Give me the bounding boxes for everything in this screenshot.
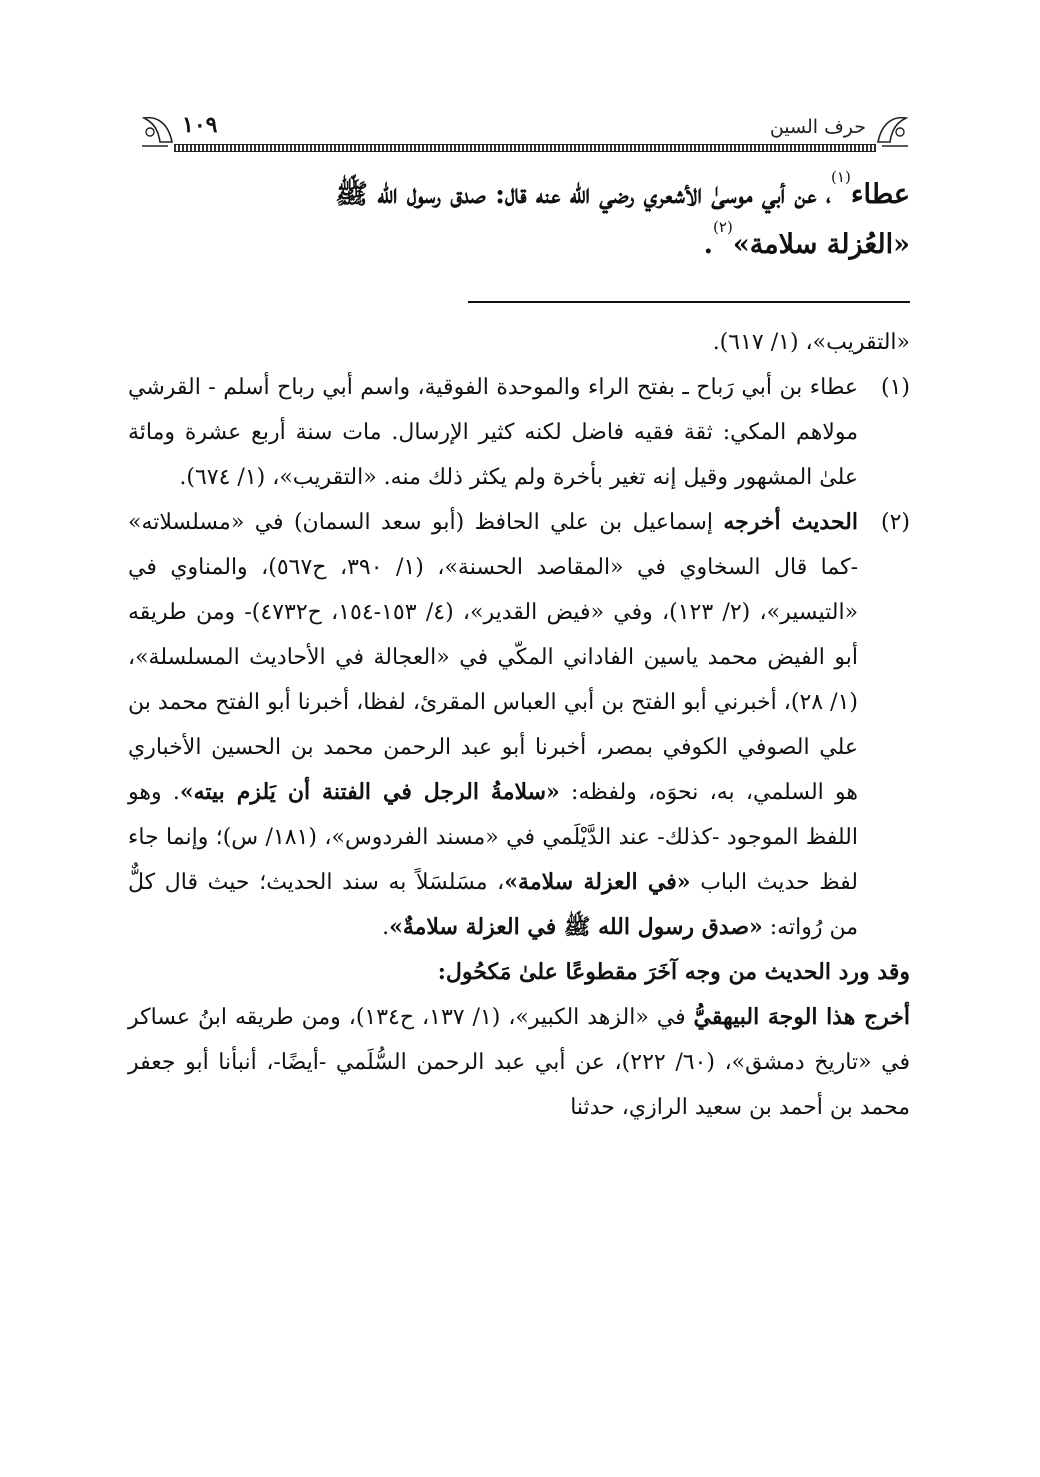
ornament-left-icon — [138, 112, 178, 148]
footnote-text: إسماعيل بن علي الحافظ (أبو سعد السمان) في «مسلسلاته» -كما قال السخاوي في «المقاصد الحسنة»، (١/ ٣٩٠، ح٥٦٧)، والمناوي في «التيسير»، (٢/ ١٢٣)، وفي «فيض القدير»، (٤/ ١٥٣-١٥٤، ح٤٧٣٢)- ومن طريقه أبو الفيض محمد ياسين الفاداني المكّي في «العجالة في الأحاديث المسلسلة»، (١/ ٢٨)، أخبرني أبو الفتح بن أبي العباس المقرئ، لفظا، أخبرنا أبو الفتح محمد بن علي الصوفي الكوفي بمصر، أخبرنا أبو عبد الرحمن محمد بن الحسين الأخباري هو السلمي، به، نحوَه، ولفظه: — [128, 510, 859, 805]
footnote-text: . وهو اللفظ الموجود -كذلك- عند الدَّيْلَمي في «مسند الفردوس»، (١٨١/ س)؛ وإنما جاء لفظ حديث الباب — [128, 780, 859, 895]
footnote-1 — [128, 365, 910, 500]
ornament-right-icon — [872, 112, 912, 148]
hadith-quote: «العُزلة سلامة» — [732, 229, 910, 260]
footnote-lead: أخرج هذا الوجهَ البيهقيُّ — [693, 1004, 910, 1030]
header-rule — [174, 144, 876, 152]
main-text — [128, 170, 910, 270]
footnote-marker-2: (٢) — [713, 218, 733, 236]
main-text-segment: . — [703, 229, 714, 260]
quoted-text: «صدق رسول الله ﷺ في العزلة سلامةٌ» — [389, 914, 763, 940]
footnote-paragraph — [128, 995, 910, 1130]
footnote-text: في «الزهد الكبير»، (١/ ١٣٧، ح١٣٤)، ومن طريقه ابنُ عساكر في «تاريخ دمشق»، (٦٠/ ٢٢٢)، عن أبي عبد الرحمن السُّلَمي -أيضًا-، أنبأنا أبو جعفر محمد بن أحمد بن سعيد الرازي، حدثنا — [128, 1005, 911, 1120]
footnote-text: عطاء بن أبي رَباح ـ بفتح الراء والموحدة الفوقية، واسم أبي رباح أسلم - القرشي مولاهم المكي: ثقة فقيه فاضل لكنه كثير الإرسال. مات سنة أربع عشرة ومائة علىٰ المشهور وقيل إنه تغير بأخرة ولم يكثر ذلك منه. «التقريب»، (١/ ٦٧٤). — [128, 375, 858, 490]
page-number: ١٠٩ — [182, 112, 218, 138]
main-line-1 — [128, 170, 910, 220]
footnote-separator — [468, 301, 910, 303]
chapter-title: حرف السين — [769, 116, 866, 138]
quoted-text: «سلامةُ الرجل في الفتنة أن يَلزم بيته» — [179, 779, 560, 805]
main-line-2 — [128, 220, 910, 270]
main-text-segment: عطاء — [850, 179, 910, 210]
footnote-lead: الحديث أخرجه — [723, 509, 858, 535]
footnote-text: ، مسَلسَلاً به سند الحديث؛ حيث قال كلٌّ من رُواته: — [128, 870, 858, 940]
footnote-number: (١) — [880, 375, 910, 400]
page-header — [138, 112, 912, 152]
footnote-2 — [128, 500, 910, 950]
footnotes — [128, 320, 910, 1130]
footnote-paragraph: وقد ورد الحديث من وجه آخَرَ مقطوعًا علىٰ مَكحُول: — [437, 959, 910, 985]
main-text-segment: ، عن أبي موسىٰ الأشعري رضي الله عنه قال: صدق رسول الله ﷺ — [335, 179, 832, 210]
footnote-marker-1: (١) — [831, 168, 851, 186]
footnote-number: (٢) — [880, 510, 910, 535]
quoted-text: «في العزلة سلامة» — [504, 869, 691, 895]
footnote-continuation: «التقريب»، (١/ ٦١٧). — [712, 330, 910, 355]
footnote-text: . — [382, 915, 390, 940]
